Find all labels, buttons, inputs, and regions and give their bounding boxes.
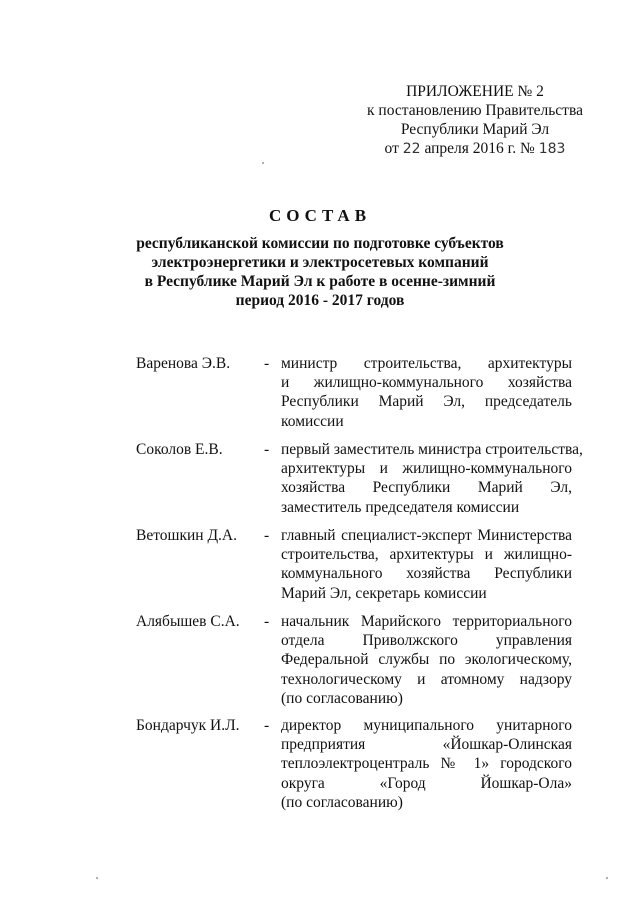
subtitle-line: в Республике Марий Эл к работе в осенне-зимний (144, 273, 496, 290)
appendix-reference: к постановлению Правительства (367, 102, 583, 119)
member-name: Соколов Е.В. (136, 441, 223, 458)
member-name: Ветошкин Д.А. (136, 527, 237, 544)
member-role (281, 354, 572, 431)
member-dash: - (264, 441, 270, 458)
role-line: главный специалист-эксперт Министерства (281, 527, 572, 544)
role-line: директор муниципального унитарного (281, 717, 572, 734)
role-line: хозяйства Республики Марий Эл, (281, 479, 572, 497)
member-role (281, 716, 572, 812)
member-name: Варенова Э.В. (136, 355, 231, 372)
decree-number: 183 (538, 141, 566, 157)
role-line: технологическому и атомному надзору (281, 670, 572, 688)
date-day: 22 (402, 141, 421, 157)
appendix-header (360, 82, 590, 159)
role-line: Марий Эл, секретарь комиссии (281, 584, 487, 602)
document-subtitle (120, 234, 520, 310)
date-rest: апреля 2016 г. № (424, 140, 535, 157)
role-line: и жилищно-коммунального хозяйства (281, 374, 572, 392)
member-role (281, 612, 572, 708)
subtitle-line: период 2016 - 2017 годов (235, 292, 405, 309)
appendix-date-line (360, 139, 590, 159)
role-line: коммунального хозяйства Республики (281, 565, 572, 583)
appendix-number: ПРИЛОЖЕНИЕ № 2 (406, 83, 544, 100)
member-dash: - (264, 613, 270, 630)
scan-speck (96, 877, 98, 879)
member-dash: - (264, 717, 270, 734)
member-role (281, 526, 572, 603)
role-line: строительства, архитектуры и жилищно- (281, 546, 572, 564)
scan-speck (262, 162, 264, 164)
role-line: заместитель председателя комиссии (281, 498, 520, 516)
role-line: министр строительства, архитектуры (281, 355, 572, 372)
member-role (281, 440, 583, 517)
role-line: теплоэлектроцентраль № 1» городского (281, 755, 572, 773)
date-prefix: от (384, 140, 399, 157)
role-line: Республики Марий Эл, председатель (281, 393, 572, 411)
member-name: Бондарчук И.Л. (136, 717, 240, 734)
member-dash: - (264, 527, 270, 544)
subtitle-line: республиканской комиссии по подготовке субъектов (136, 235, 504, 252)
role-line: Федеральной службы по экологическому, (281, 651, 572, 669)
scan-speck (606, 877, 608, 879)
role-line: первый заместитель министра строительства, (281, 441, 583, 458)
member-dash: - (264, 355, 270, 372)
role-line: комиссии (281, 412, 344, 430)
role-line: начальник Марийского территориального (281, 613, 572, 630)
document-title: СОСТАВ (268, 206, 372, 225)
appendix-republic: Республики Марий Эл (400, 121, 550, 138)
member-name: Алябышев С.А. (136, 613, 240, 630)
role-line: предприятия «Йошкар-Олинская (281, 736, 572, 754)
role-line: (по согласованию) (281, 689, 403, 707)
role-line: округа «Город Йошкар-Ола» (281, 774, 572, 792)
subtitle-line: электроэнергетики и электросетевых компаний (151, 254, 489, 271)
role-line: архитектуры и жилищно-коммунального (281, 460, 572, 478)
role-line: отдела Приволжского управления (281, 632, 572, 650)
role-line: (по согласованию) (281, 793, 403, 811)
